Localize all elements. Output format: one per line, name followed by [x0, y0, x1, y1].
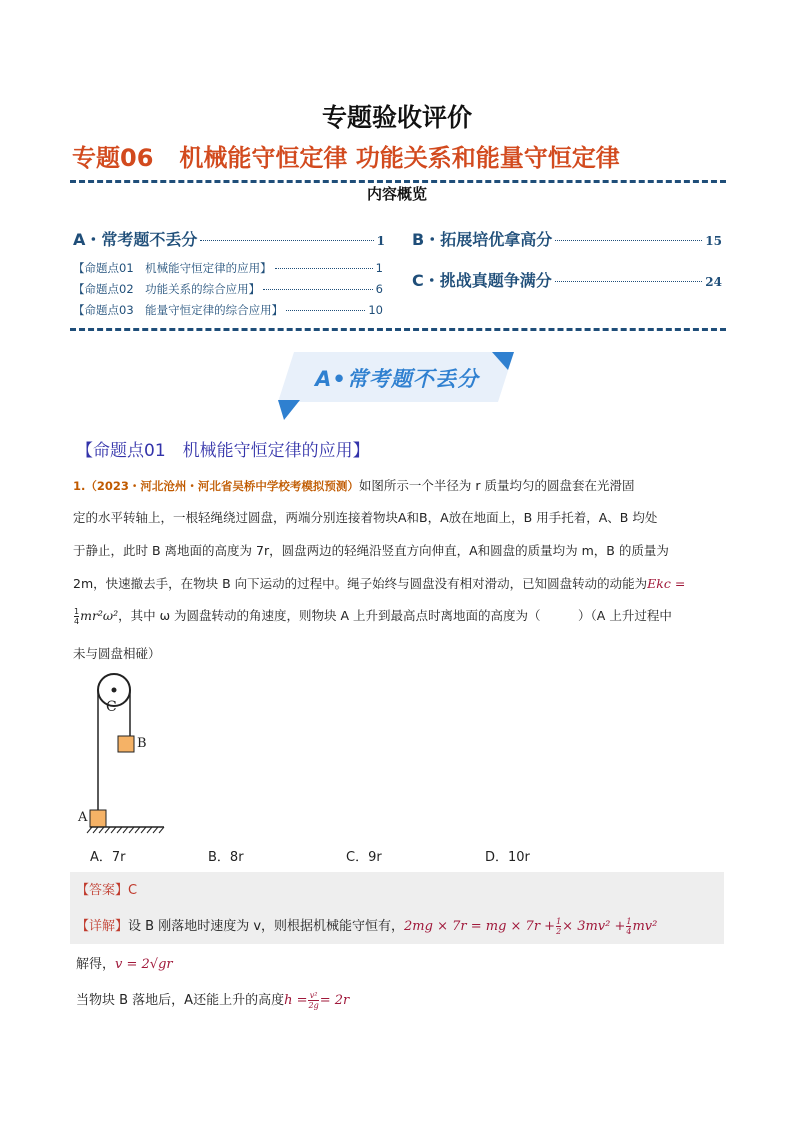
toc-point-01-page: 1	[375, 261, 383, 275]
detail-line	[76, 915, 657, 936]
toc-point-03[interactable]	[73, 302, 383, 318]
detail-formula-c: mv²	[632, 919, 658, 934]
toc-section-c[interactable]	[412, 268, 722, 291]
label-disk-c: C	[106, 699, 117, 715]
label-block-b: B	[137, 736, 147, 751]
banner-corner-left	[278, 400, 300, 420]
toc-section-c-page: 24	[705, 275, 722, 289]
question-text-5: ，其中 ω 为圆盘转动的角速度，则物块 A 上升到最高点时离地面的高度为（ ）（A 上升过程中	[118, 608, 672, 623]
pulley-axle	[112, 688, 117, 693]
question-line-4	[73, 574, 685, 592]
question-formula-energy: mr²ω²	[80, 608, 119, 623]
answer-value: C	[128, 883, 138, 898]
toc-point-03-page: 10	[368, 303, 383, 317]
label-block-a: A	[78, 810, 88, 825]
toc-section-b[interactable]	[412, 227, 722, 250]
toc-section-b-label: B・拓展培优拿高分	[412, 230, 553, 249]
question-source: （2023・河北沧州・河北省吴桥中学校考模拟预测）	[85, 479, 359, 493]
toc-section-b-page: 15	[705, 234, 722, 248]
option-c[interactable]: C．9r	[346, 850, 382, 865]
final-formula-b: = 2r	[319, 993, 350, 1008]
fraction-one-quarter: $\frac{1}{4}$	[74, 607, 80, 626]
toc-point-03-label: 【命题点03 能量守恒定律的综合应用】	[73, 303, 284, 317]
toc-section-c-label: C・挑战真题争满分	[412, 271, 552, 290]
toc-section-a-page: 1	[376, 234, 385, 248]
block-b	[118, 736, 134, 752]
topic-title	[72, 138, 620, 173]
final-text: 当物块 B 落地后，A还能上升的高度	[76, 993, 285, 1008]
toc-point-02-page: 6	[375, 282, 383, 296]
toc-section-a[interactable]	[73, 227, 385, 250]
final-formula-a: h =	[284, 993, 308, 1008]
detail-formula-a: 2mg × 7r = mg × 7r +	[404, 919, 556, 934]
fraction-one-half: $\frac{1}{2}$	[556, 917, 562, 936]
ground-hatching	[87, 827, 164, 833]
detail-formula-b: × 3mv² +	[562, 919, 626, 934]
question-line-6: 未与圆盘相碰）	[73, 646, 161, 661]
banner-label: A•常考题不丢分	[315, 367, 479, 391]
question-text-1: 如图所示一个半径为 r 质量均匀的圆盘套在光滑固	[358, 478, 635, 493]
toc-point-01[interactable]	[73, 260, 383, 276]
question-line-5	[73, 606, 672, 626]
question-line-3: 于静止，此时 B 离地面的高度为 7r，圆盘两边的轻绳沿竖直方向伸直，A和圆盘的质量均为 m，B 的质量为	[73, 543, 669, 558]
topic-number: 专题06	[72, 144, 154, 172]
question-line-2: 定的水平转轴上，一根轻绳绕过圆盘，两端分别连接着物块A和B，A放在地面上，B 用手托着，A、B 均处	[73, 510, 658, 525]
detail-label: 【详解】	[76, 919, 129, 934]
option-b[interactable]: B．8r	[208, 850, 244, 865]
option-d[interactable]: D．10r	[485, 850, 530, 865]
solve-formula: v = 2√gr	[115, 957, 173, 972]
main-title: 专题验收评价	[321, 103, 472, 132]
fraction-one-quarter-b: $\frac{1}{4}$	[626, 917, 632, 936]
final-line	[76, 989, 349, 1010]
block-a	[90, 810, 106, 827]
detail-text: 设 B 刚落地时速度为 v，则根据机械能守恒有，	[128, 919, 405, 934]
question-number: 1.	[73, 479, 86, 493]
toc-point-02[interactable]	[73, 281, 383, 297]
question-text-4: 2m，快速撤去手，在物块 B 向下运动的过程中。绳子始终与圆盘没有相对滑动，已知圆盘转动的动能为	[73, 576, 648, 591]
section-title: 【命题点01 机械能守恒定律的应用】	[76, 441, 370, 461]
answer-line	[76, 879, 137, 898]
divider-bottom	[70, 328, 726, 331]
fraction-v2-2g: $\frac{\text{v²}}{2g}$	[308, 991, 319, 1010]
toc-section-a-label: A・常考题不丢分	[73, 230, 198, 249]
answer-label: 【答案】	[76, 883, 129, 898]
question-formula-ekc: Ekc =	[647, 576, 686, 591]
option-a[interactable]: A．7r	[90, 850, 126, 865]
question-line-1	[73, 476, 634, 494]
overview-title: 内容概览	[366, 185, 427, 203]
solve-line	[76, 953, 173, 972]
toc-point-02-label: 【命题点02 功能关系的综合应用】	[73, 282, 261, 296]
topic-name: 机械能守恒定律 功能关系和能量守恒定律	[179, 144, 620, 172]
toc-point-01-label: 【命题点01 机械能守恒定律的应用】	[73, 261, 272, 275]
solve-text: 解得，	[76, 957, 116, 972]
